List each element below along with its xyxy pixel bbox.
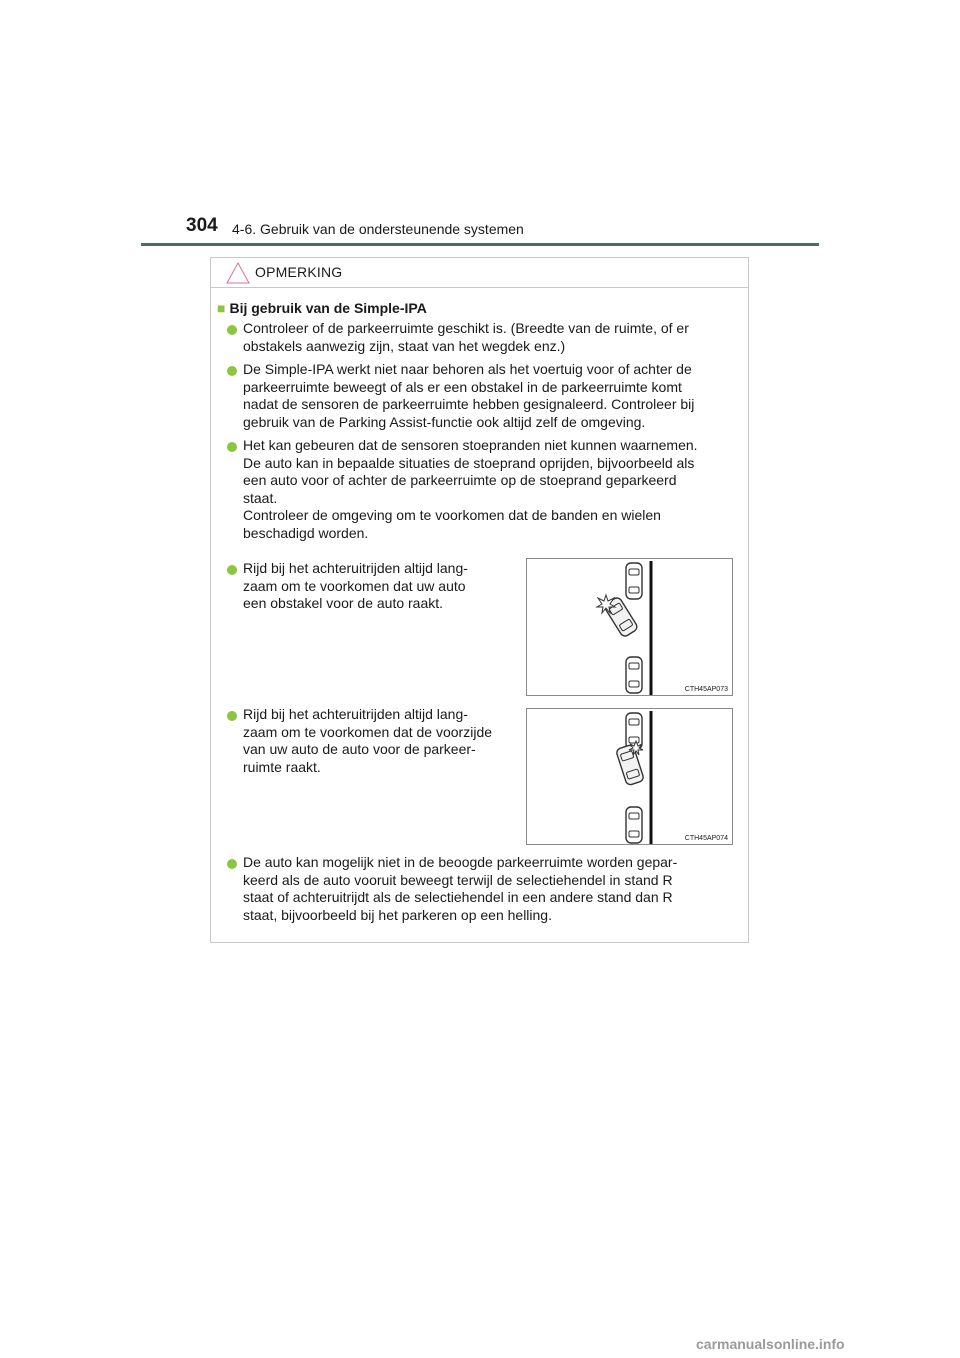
bullet-icon <box>227 565 237 575</box>
parking-diagram <box>527 559 734 697</box>
notice-item: Controleer of de parkeerruimte geschikt is. (Breedte van de ruimte, of er obstakels aanwezig zijn, staat van het wegdek enz.) <box>243 320 689 354</box>
notice-item: Rijd bij het achteruitrijden altijd lang- zaam om te voorkomen dat uw auto een obstakel voor de auto raakt. <box>243 560 468 612</box>
parking-diagram <box>527 709 734 846</box>
notice-item: Rijd bij het achteruitrijden altijd lang- zaam om te voorkomen dat de voorzijde van uw auto de auto voor de parkeer- ruimte raakt. <box>243 706 493 775</box>
bullet-icon <box>227 442 237 452</box>
notice-box <box>210 257 749 943</box>
header-rule <box>141 243 819 246</box>
bullet-icon <box>227 859 237 869</box>
figure-front-collision <box>526 708 733 845</box>
figure-code: CTH45AP074 <box>684 835 728 842</box>
figure-parking-obstacle <box>526 558 733 696</box>
square-bullet-icon: ■ <box>217 300 226 316</box>
notice-title: OPMERKING <box>255 264 343 280</box>
parked-car-front <box>626 563 642 599</box>
notice-item: De auto kan mogelijk niet in de beoogde parkeerruimte worden gepar- keerd als de auto vooruit beweegt terwijl de selectiehendel in stand R staat of achteruitrijdt als de selectiehendel in een andere stand dan R staat, bijvoorbeeld bij het parkeren op een helling. <box>243 854 678 923</box>
parked-car-rear <box>626 657 642 693</box>
bullet-icon <box>227 366 237 376</box>
subheading <box>217 300 427 316</box>
watermark: carmanualsonline.info <box>696 1336 845 1352</box>
parked-car-rear <box>626 807 642 843</box>
notice-header <box>211 258 748 288</box>
parked-car-front <box>626 713 642 749</box>
bullet-icon <box>227 711 237 721</box>
notice-item: Het kan gebeuren dat de sensoren stoepranden niet kunnen waarnemen. De auto kan in bepaalde situaties de stoeprand oprijden, bijvoorbeeld als een auto voor of achter de parkeerruimte op de stoeprand geparkeerd staat. Controleer de omgeving om te voorkomen dat de banden en wielen beschadigd worden. <box>243 437 698 541</box>
figure-code: CTH45AP073 <box>684 686 728 693</box>
subheading-text: Bij gebruik van de Simple-IPA <box>229 300 427 316</box>
notice-item: De Simple-IPA werkt niet naar behoren als het voertuig voor of achter de parkeerruimte beweegt of als er een obstakel in de parkeerruimte komt nadat de sensoren de parkeerruimte hebben gesignaleerd. Controleer bij gebruik van de Parking Assist-functie ook altijd zelf de omgeving. <box>243 361 695 430</box>
bullet-icon <box>227 325 237 335</box>
section-title: 4-6. Gebruik van de ondersteunende systemen <box>232 221 524 237</box>
page-number: 304 <box>186 215 218 236</box>
warning-triangle-icon <box>225 261 251 285</box>
